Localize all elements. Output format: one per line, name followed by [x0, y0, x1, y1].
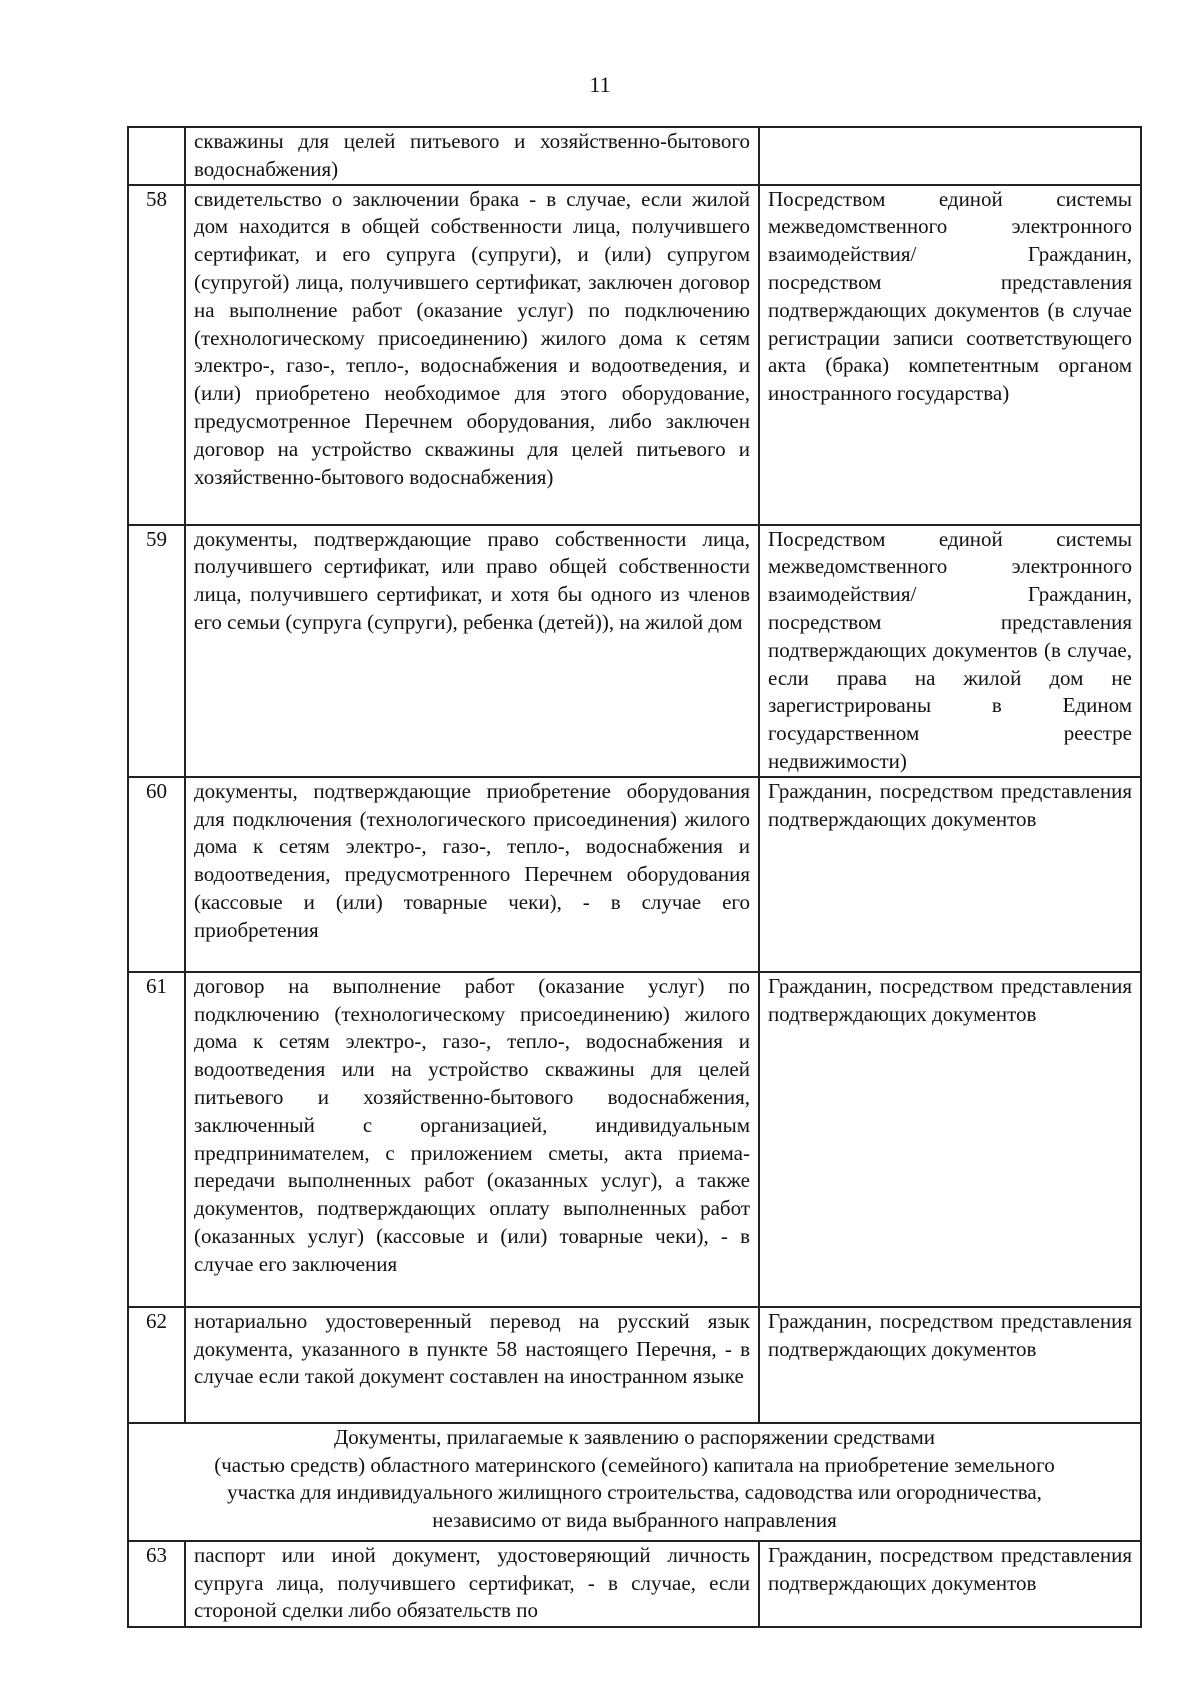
- row-number: 61: [128, 972, 185, 1307]
- document-description: нотариально удостоверенный перевод на русский язык документа, указанного в пункте 58 настоящего Перечня, - в случае если такой документ составлен на иностранном языке: [185, 1307, 759, 1423]
- table-row: [128, 777, 1141, 972]
- section-heading-line: участка для индивидуального жилищного строительства, садоводства или огородничества,: [227, 1480, 1042, 1505]
- document-description: договор на выполнение работ (оказание услуг) по подключению (технологическому присоединению) жилого дома к сетям электро-, газо-, тепло-, водоснабжения и водоотведения или на устройство скважины для целей питьевого и хозяйственно-бытового водоснабжения, заключенный с организацией, индивидуальным предпринимателем, с приложением сметы, акта приема-передачи выполненных работ (оказанных услуг), а также документов, подтверждающих оплату выполненных работ (оказанных услуг) (кассовые и (или) товарные чеки), - в случае его заключения: [185, 972, 759, 1307]
- row-number: 60: [128, 777, 185, 972]
- document-description: паспорт или иной документ, удостоверяющий личность супруга лица, получившего сертификат, - в случае, если стороной сделки либо обязательств по: [185, 1541, 759, 1627]
- submission-method: Гражданин, посредством представления подтверждающих документов: [759, 972, 1141, 1307]
- table-row: [128, 1541, 1141, 1627]
- submission-method: Гражданин, посредством представления подтверждающих документов: [759, 1541, 1141, 1627]
- submission-method: Посредством единой системы межведомственного электронного взаимодействия/ Гражданин, посредством представления подтверждающих документов (в случае, если права на жилой дом не зарегистрированы в Едином государственном реестре недвижимости): [759, 525, 1141, 777]
- table-row: [128, 525, 1141, 777]
- section-heading-line: Документы, прилагаемые к заявлению о распоряжении средствами: [333, 1424, 935, 1449]
- row-number: 59: [128, 525, 185, 777]
- document-description: свидетельство о заключении брака - в случае, если жилой дом находится в общей собственности лица, получившего сертификат, и его супруга (супруги), и (или) супругом (супругой) лица, получившего сертификат, заключен договор на выполнение работ (оказание услуг) по подключению (технологическому присоединению) жилого дома к сетям электро-, газо-, тепло-, водоснабжения и водоотведения, и (или) приобретено необходимое для этого оборудование, предусмотренное Перечнем оборудования, либо заключен договор на устройство скважины для целей питьевого и хозяйственно-бытового водоснабжения): [185, 185, 759, 525]
- row-number: 63: [128, 1541, 185, 1627]
- table-row: [128, 972, 1141, 1307]
- submission-method: Посредством единой системы межведомственного электронного взаимодействия/ Гражданин, посредством представления подтверждающих документов (в случае регистрации записи соответствующего акта (брака) компетентным органом иностранного государства): [759, 185, 1141, 525]
- section-heading-line: независимо от вида выбранного направления: [432, 1508, 837, 1533]
- table-row: [128, 127, 1141, 185]
- submission-method: Гражданин, посредством представления подтверждающих документов: [759, 777, 1141, 972]
- documents-table: [127, 126, 1142, 1628]
- row-number: 58: [128, 185, 185, 525]
- submission-method: [759, 127, 1141, 185]
- document-description: скважины для целей питьевого и хозяйственно-бытового водоснабжения): [185, 127, 759, 185]
- document-description: документы, подтверждающие приобретение оборудования для подключения (технологического присоединения) жилого дома к сетям электро-, газо-, тепло-, водоснабжения и водоотведения, предусмотренного Перечнем оборудования (кассовые и (или) товарные чеки), - в случае его приобретения: [185, 777, 759, 972]
- table-row: [128, 1307, 1141, 1423]
- row-number: [128, 127, 185, 185]
- submission-method: Гражданин, посредством представления подтверждающих документов: [759, 1307, 1141, 1423]
- page-number: 11: [589, 72, 611, 97]
- document-description: документы, подтверждающие право собственности лица, получившего сертификат, или право общей собственности лица, получившего сертификат, и хотя бы одного из членов его семьи (супруга (супруги), ребенка (детей)), на жилой дом: [185, 525, 759, 777]
- section-heading-row: [128, 1423, 1141, 1541]
- section-heading-line: (частью средств) областного материнского (семейного) капитала на приобретение земельного: [214, 1452, 1055, 1477]
- table-row: [128, 185, 1141, 525]
- section-heading: [128, 1423, 1141, 1541]
- row-number: 62: [128, 1307, 185, 1423]
